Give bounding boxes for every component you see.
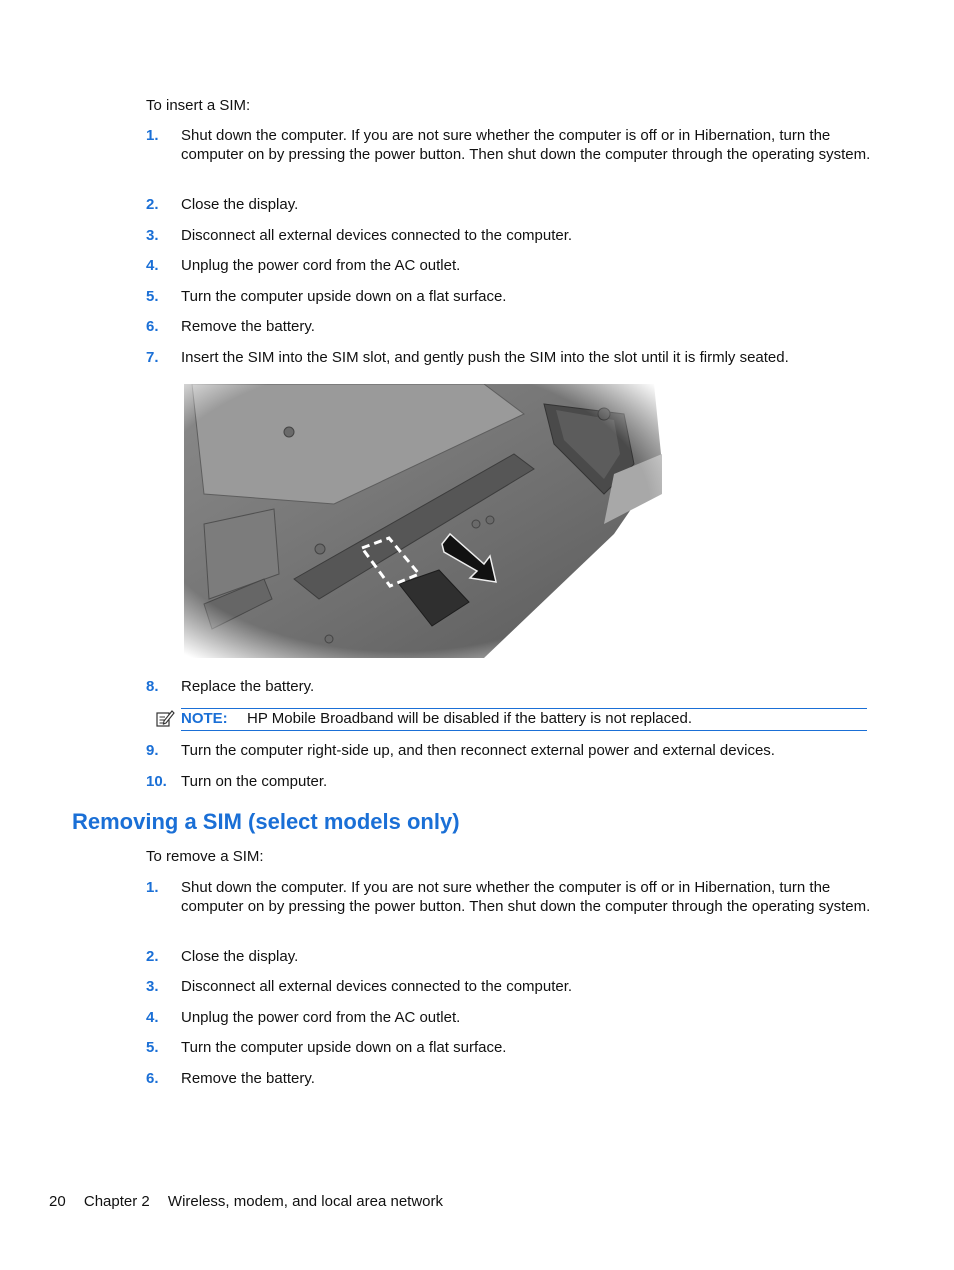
insert-step-1	[146, 126, 876, 183]
note-label: NOTE:	[181, 710, 228, 727]
step-text: Remove the battery.	[181, 1070, 315, 1087]
step-text: Close the display.	[181, 948, 299, 965]
step-number: 3.	[146, 978, 159, 995]
step-number: 9.	[146, 742, 159, 759]
step-text: Remove the battery.	[181, 318, 315, 335]
step-number: 10.	[146, 773, 167, 790]
section-heading: Removing a SIM (select models only)	[72, 809, 460, 834]
remove-intro: To remove a SIM:	[146, 848, 264, 865]
step-text: Unplug the power cord from the AC outlet.	[181, 257, 461, 274]
step-text: Turn the computer upside down on a flat surface.	[181, 1039, 507, 1056]
step-text: Disconnect all external devices connected to the computer.	[181, 227, 573, 244]
step-text: Close the display.	[181, 196, 299, 213]
note-pencil-icon	[155, 709, 175, 728]
step-text: Turn the computer upside down on a flat surface.	[181, 288, 507, 305]
step-number: 2.	[146, 948, 159, 965]
note-box	[181, 708, 867, 731]
step-number: 6.	[146, 1070, 159, 1087]
remove-step-1	[146, 878, 876, 935]
chapter-label: Chapter 2	[83, 1193, 150, 1210]
insert-intro: To insert a SIM:	[146, 97, 251, 114]
step-text: Shut down the computer. If you are not sure whether the computer is off or in Hibernation, turn the computer on by pressing the power button. Then shut down the computer through the operating system.	[181, 879, 871, 915]
step-text: Unplug the power cord from the AC outlet.	[181, 1009, 461, 1026]
note-text: HP Mobile Broadband will be disabled if the battery is not replaced.	[247, 710, 692, 727]
step-text: Disconnect all external devices connected to the computer.	[181, 978, 573, 995]
step-number: 5.	[146, 1039, 159, 1056]
step-number: 8.	[146, 678, 159, 695]
step-text: Turn on the computer.	[181, 773, 328, 790]
step-text: Insert the SIM into the SIM slot, and gently push the SIM into the slot until it is firmly seated.	[181, 349, 789, 366]
step-number: 6.	[146, 318, 159, 335]
step-number: 1.	[146, 879, 159, 896]
step-text: Turn the computer right-side up, and then reconnect external power and external devices.	[181, 742, 775, 759]
step-number: 4.	[146, 257, 159, 274]
step-number: 1.	[146, 127, 159, 144]
step-text: Shut down the computer. If you are not sure whether the computer is off or in Hibernation, turn the computer on by pressing the power button. Then shut down the computer through the operating system.	[181, 127, 871, 163]
step-number: 4.	[146, 1009, 159, 1026]
page-number: 20	[49, 1193, 66, 1210]
sim-insertion-illustration	[184, 384, 662, 658]
step-number: 2.	[146, 196, 159, 213]
chapter-title: Wireless, modem, and local area network	[167, 1193, 444, 1210]
step-number: 3.	[146, 227, 159, 244]
page-footer	[49, 1192, 457, 1211]
step-number: 5.	[146, 288, 159, 305]
step-number: 7.	[146, 349, 159, 366]
step-text: Replace the battery.	[181, 678, 315, 695]
